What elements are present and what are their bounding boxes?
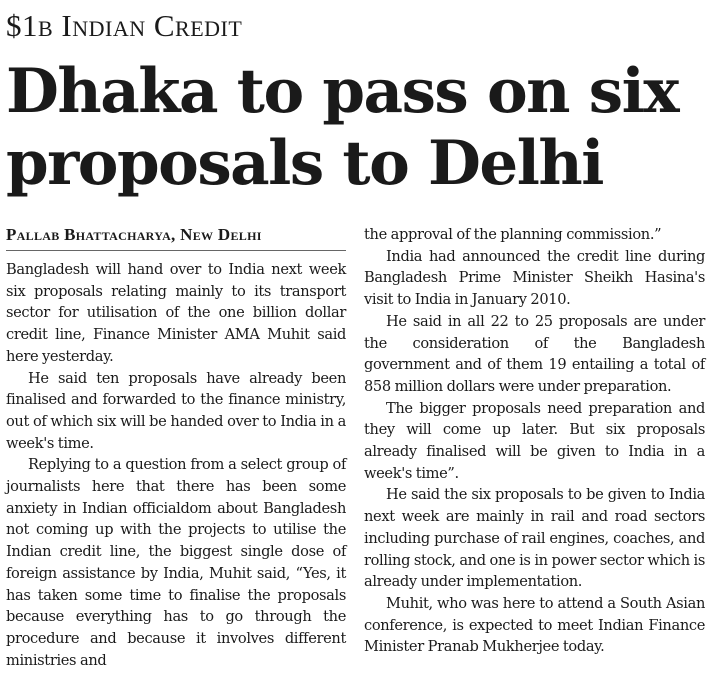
paragraph: The bigger proposals need preparation and they will come up later. But six proposals already finalised will be given to India in a week's time”. <box>364 399 705 482</box>
right-column <box>364 224 705 658</box>
headline-line-1: Dhaka to pass on six <box>6 56 679 127</box>
headline-line-2: proposals to Delhi <box>6 128 603 199</box>
kicker-prefix: $1 <box>6 8 38 43</box>
left-column <box>6 259 346 671</box>
paragraph: Replying to a question from a select group of journalists here that there has been some anxiety in Indian officialdom about Bangladesh not coming up with the projects to utilise the Indian credit line, the biggest single dose of foreign assistance by India, Muhit said, “Yes, it has taken some time to finalise the proposals because everything has to go through the procedure and because it involves different ministries and <box>6 456 346 669</box>
byline-divider <box>6 250 346 251</box>
paragraph: He said the six proposals to be given to India next week are mainly in rail and road sectors including purchase of rail engines, coaches, and rolling stock, and one is in power sector which is already under implementation. <box>364 486 705 591</box>
byline: Pallab Bhattacharya, New Delhi <box>6 225 262 244</box>
paragraph: Bangladesh will hand over to India next week six proposals relating mainly to its transport sector for utilisation of the one billion dollar credit line, Finance Minister AMA Muhit said here yesterday. <box>6 261 346 365</box>
paragraph: India had announced the credit line during Bangladesh Prime Minister Sheikh Hasina's visit to India in January 2010. <box>364 247 705 309</box>
paragraph-continued: the approval of the planning commission.” <box>364 226 662 243</box>
paragraph: He said in all 22 to 25 proposals are under the consideration of the Bangladesh government and of them 19 entailing a total of 858 million dollars were under preparation. <box>364 312 705 395</box>
kicker <box>6 8 242 44</box>
paragraph: Muhit, who was here to attend a South Asian conference, is expected to meet Indian Finance Minister Pranab Mukherjee today. <box>364 594 705 656</box>
headline <box>6 56 678 200</box>
paragraph: He said ten proposals have already been finalised and forwarded to the finance ministry, out of which six will be handed over to India in a week's time. <box>6 369 346 452</box>
kicker-text: b Indian Credit <box>38 8 243 43</box>
